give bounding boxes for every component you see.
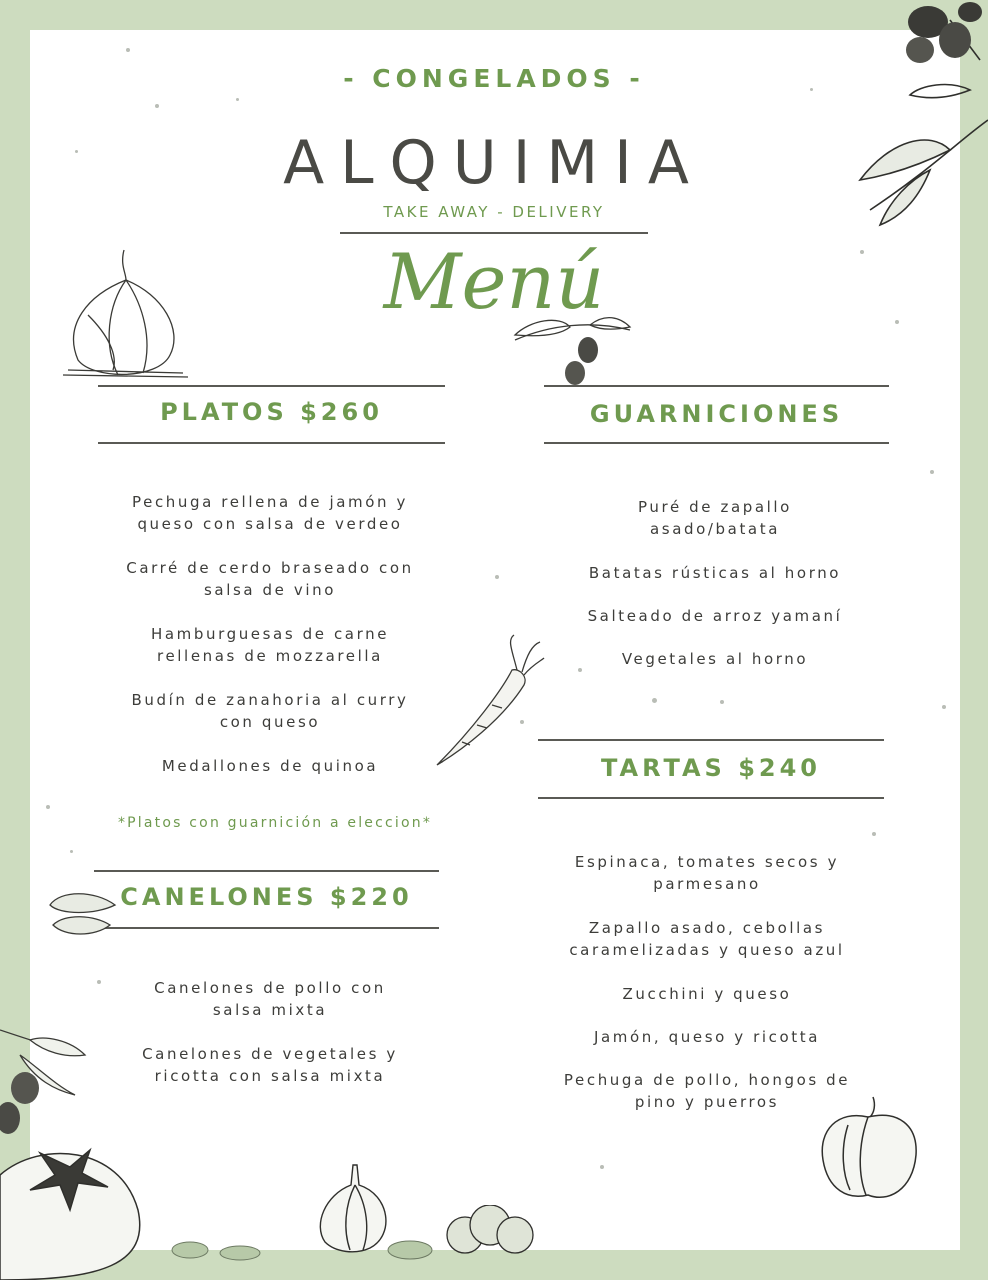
list-item: Pechuga rellena de jamón y queso con salsa de verdeo <box>132 493 408 533</box>
platos-note: *Platos con guarnición a eleccion* <box>117 815 433 831</box>
tartas-title: TARTAS $240 <box>600 754 821 782</box>
platos-list <box>60 491 480 777</box>
list-item: Batatas rústicas al horno <box>588 564 842 582</box>
guarniciones-title: GUARNICIONES <box>589 400 844 428</box>
platos-rule-bottom <box>98 442 445 444</box>
onion-icon <box>58 245 193 385</box>
olive-sprig-icon <box>510 305 635 390</box>
olive-branch-left-icon <box>0 1010 90 1140</box>
guarniciones-list <box>505 496 925 670</box>
olive-branch-icon <box>850 0 988 240</box>
list-item: Budín de zanahoria al curry con queso <box>131 691 409 731</box>
list-item: Zapallo asado, cebollas caramelizadas y queso azul <box>569 919 845 959</box>
canelones-list <box>60 977 480 1087</box>
subtitle-congelados: - CONGELADOS - <box>343 64 645 93</box>
list-item: Medallones de quinoa <box>161 757 379 775</box>
carrot-icon <box>432 630 547 770</box>
list-item: Puré de zapallo asado/batata <box>638 498 792 538</box>
almonds-icon <box>45 885 120 945</box>
list-item: Pechuga de pollo, hongos de pino y puerros <box>563 1071 851 1111</box>
list-item: Salteado de arroz yamaní <box>587 607 843 625</box>
brand-logo: ALQUIMIA <box>283 128 705 198</box>
list-item: Espinaca, tomates secos y parmesano <box>574 853 840 893</box>
list-item: Canelones de pollo con salsa mixta <box>154 979 386 1019</box>
pepper-icon <box>818 1095 918 1205</box>
list-item: Vegetales al horno <box>621 650 809 668</box>
list-item: Zucchini y queso <box>622 985 792 1003</box>
guarniciones-rule-bottom <box>544 442 889 444</box>
canelones-rule-top <box>94 870 439 872</box>
list-item: Canelones de vegetales y ricotta con salsa mixta <box>142 1045 398 1085</box>
canelones-title: CANELONES $220 <box>120 883 413 911</box>
tomato-icon <box>0 1135 145 1280</box>
broccoli-icon <box>440 1205 540 1260</box>
list-item: Hamburguesas de carne rellenas de mozzarella <box>150 625 390 665</box>
canelones-rule-bottom <box>94 927 439 929</box>
platos-title: PLATOS $260 <box>160 398 383 426</box>
tartas-rule-bottom <box>538 797 884 799</box>
tartas-rule-top <box>538 739 884 741</box>
list-item: Jamón, queso y ricotta <box>593 1028 821 1046</box>
tartas-list <box>497 851 917 1113</box>
tagline: TAKE AWAY - DELIVERY <box>383 203 605 221</box>
platos-rule-top <box>98 385 445 387</box>
list-item: Carré de cerdo braseado con salsa de vino <box>126 559 414 599</box>
herb-leaves-icon <box>170 1235 440 1265</box>
menu-title: Menú <box>383 237 605 326</box>
